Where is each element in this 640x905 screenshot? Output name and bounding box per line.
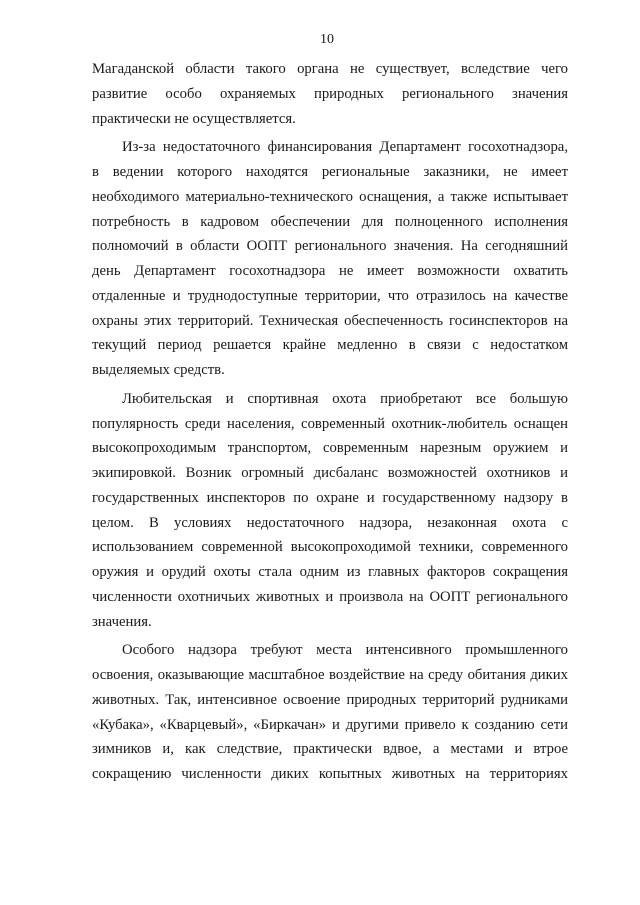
paragraph-line: день Департамент госохотнадзора не имеет возможности охватить [92,263,568,279]
paragraph-line: значения. [92,613,152,630]
paragraph-line: в ведении которого находятся региональные заказники, не имеет [92,164,568,180]
page-number: 10 [320,32,334,47]
paragraph-line: полномочий в области ООПТ регионального значения. На сегодняшний [92,238,568,255]
paragraph-line: экипировкой. Возник огромный дисбаланс возможностей охотников и [92,465,568,481]
paragraph-line: отдаленные и труднодоступные территории, что отразилось на качестве [92,287,568,304]
paragraph-line: Особого надзора требуют места интенсивного промышленного [122,642,568,659]
paragraph-line: целом. В условиях недостаточного надзора, незаконная охота с [92,514,568,531]
paragraph-line: освоения, оказывающие масштабное воздействие на среду обитания диких [92,667,568,683]
paragraph-line: развитие особо охраняемых природных регионального значения [92,85,568,102]
paragraph-line: использованием современной высокопроходимой техники, современного [92,539,568,556]
document-body [92,57,568,787]
paragraph-line: численности охотничьих животных и произвола на ООПТ регионального [92,588,568,605]
paragraph-line: Из-за недостаточного финансирования Департамент госохотнадзора, [122,139,568,156]
paragraph-line: животных. Так, интенсивное освоение природных территорий рудниками [92,691,568,708]
paragraph-line: выделяемых средств. [92,362,225,378]
paragraph-3 [92,387,568,635]
paragraph-line: охраны этих территорий. Техническая обеспеченность госинспекторов на [92,312,568,329]
paragraph-line: сокращению численности диких копытных животных на территориях [92,766,568,782]
paragraph-1 [92,57,568,131]
paragraph-line: Любительская и спортивная охота приобретают все большую [122,390,568,407]
paragraph-line: оружия и орудий охоты стала одним из главных факторов сокращения [92,564,568,580]
paragraph-line: текущий период решается крайне медленно в связи с недостатком [92,337,568,354]
paragraph-line: потребность в кадровом обеспечении для полноценного исполнения [92,213,568,230]
paragraph-4 [92,638,568,787]
paragraph-line: «Кубака», «Кварцевый», «Биркачан» и другими привело к созданию сети [92,716,568,733]
paragraph-line: популярность среди населения, современный охотник-любитель оснащен [92,415,568,432]
paragraph-line: зимников и, как следствие, практически вдвое, а местами и втрое [92,741,568,758]
paragraph-line: Магаданской области такого органа не существует, вследствие чего [92,61,568,77]
paragraph-line: практически не осуществляется. [92,110,296,127]
paragraph-line: высокопроходимым транспортом, современным нарезным оружием и [92,440,568,457]
paragraph-2 [92,135,568,383]
paragraph-line: государственных инспекторов по охране и государственному надзору в [92,489,568,506]
paragraph-line: необходимого материально-технического оснащения, а также испытывает [92,188,568,205]
